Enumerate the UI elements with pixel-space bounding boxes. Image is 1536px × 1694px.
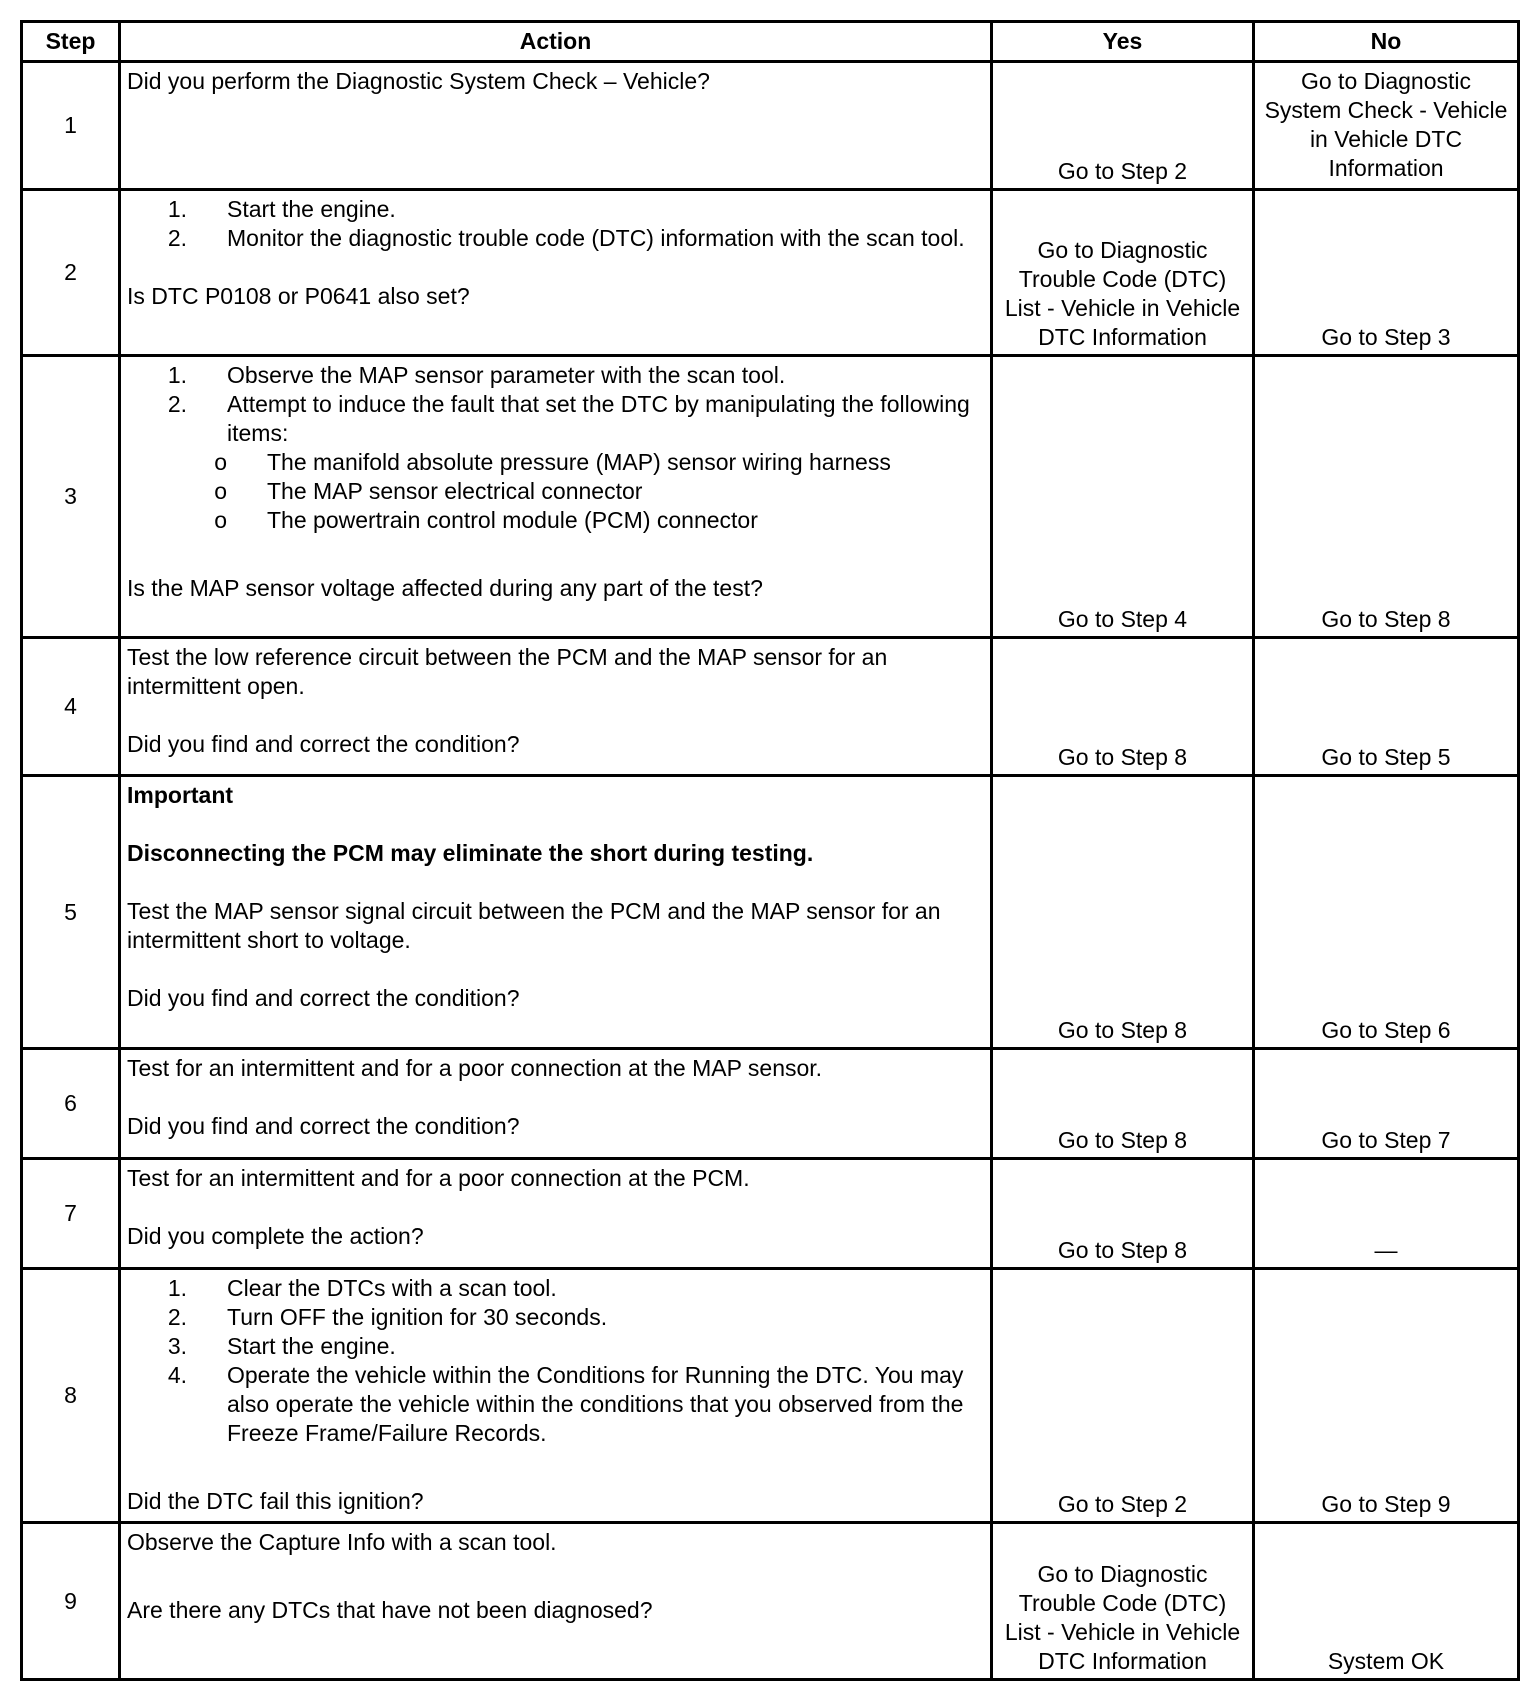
list-item: 2. Monitor the diagnostic trouble code (DTC) information with the scan tool. <box>167 225 965 251</box>
list-item: 3. Start the engine. <box>167 1333 396 1359</box>
header-action: Action <box>120 22 992 62</box>
diagnostic-table <box>20 20 1520 1681</box>
action-cell <box>120 62 992 190</box>
step-number: 4 <box>22 638 120 776</box>
no-cell: Go to Step 5 <box>1254 638 1519 776</box>
yes-cell: Go to Step 2 <box>992 62 1254 190</box>
question-text: Is the MAP sensor voltage affected during any part of the test? <box>127 575 763 601</box>
list-item: o The powertrain control module (PCM) connector <box>214 507 758 533</box>
action-text: Test the low reference circuit between the PCM and the MAP sensor for an intermittent open. <box>127 644 888 699</box>
step-number: 7 <box>22 1159 120 1269</box>
action-cell <box>120 1049 992 1159</box>
question-text: Are there any DTCs that have not been diagnosed? <box>127 1597 653 1623</box>
step-number: 5 <box>22 776 120 1049</box>
bullet-list <box>127 448 976 535</box>
important-label: Important <box>127 782 234 808</box>
numbered-list <box>127 361 976 448</box>
action-text: Observe the Capture Info with a scan tool. <box>127 1529 557 1555</box>
yes-cell: Go to Step 8 <box>992 638 1254 776</box>
action-cell <box>120 1269 992 1523</box>
list-item: 4. Operate the vehicle within the Conditions for Running the DTC. You may also operate the vehicle within the conditions that you observed from the Freeze Frame/Failure Records. <box>167 1362 964 1446</box>
header-no: No <box>1254 22 1519 62</box>
no-cell: Go to Step 7 <box>1254 1049 1519 1159</box>
step-number: 9 <box>22 1523 120 1680</box>
action-cell <box>120 356 992 638</box>
action-cell <box>120 1159 992 1269</box>
diagnostic-table-container <box>20 20 1517 1681</box>
question-text: Is DTC P0108 or P0641 also set? <box>127 283 470 309</box>
action-text: Test for an intermittent and for a poor connection at the PCM. <box>127 1165 750 1191</box>
action-text: Test for an intermittent and for a poor connection at the MAP sensor. <box>127 1055 823 1081</box>
yes-cell: Go to Step 8 <box>992 1049 1254 1159</box>
list-item: 2. Turn OFF the ignition for 30 seconds. <box>167 1304 608 1330</box>
question-text: Did the DTC fail this ignition? <box>127 1488 424 1514</box>
list-item: o The manifold absolute pressure (MAP) sensor wiring harness <box>214 449 891 475</box>
table-row <box>22 1159 1519 1269</box>
step-number: 1 <box>22 62 120 190</box>
yes-cell: Go to Diagnostic Trouble Code (DTC) List - Vehicle in Vehicle DTC Information <box>992 1523 1254 1680</box>
list-item: o The MAP sensor electrical connector <box>214 478 643 504</box>
action-text: Test the MAP sensor signal circuit between the PCM and the MAP sensor for an intermittent short to voltage. <box>127 898 941 953</box>
action-text: Did you perform the Diagnostic System Check – Vehicle? <box>127 68 710 94</box>
table-row <box>22 1049 1519 1159</box>
table-row <box>22 62 1519 190</box>
step-number: 6 <box>22 1049 120 1159</box>
important-note: Disconnecting the PCM may eliminate the short during testing. <box>127 840 814 866</box>
action-cell <box>120 776 992 1049</box>
yes-cell: Go to Step 2 <box>992 1269 1254 1523</box>
list-item: 1. Observe the MAP sensor parameter with the scan tool. <box>167 362 786 388</box>
header-yes: Yes <box>992 22 1254 62</box>
list-item: 1. Start the engine. <box>167 196 396 222</box>
table-row <box>22 1269 1519 1523</box>
no-cell: Go to Step 3 <box>1254 190 1519 356</box>
question-text: Did you find and correct the condition? <box>127 985 520 1011</box>
question-text: Did you find and correct the condition? <box>127 1113 520 1139</box>
yes-cell: Go to Step 4 <box>992 356 1254 638</box>
question-text: Did you find and correct the condition? <box>127 731 520 757</box>
table-row <box>22 356 1519 638</box>
yes-cell: Go to Step 8 <box>992 1159 1254 1269</box>
table-row <box>22 190 1519 356</box>
table-row <box>22 638 1519 776</box>
question-text: Did you complete the action? <box>127 1223 424 1249</box>
yes-cell: Go to Diagnostic Trouble Code (DTC) List - Vehicle in Vehicle DTC Information <box>992 190 1254 356</box>
numbered-list <box>127 195 976 253</box>
header-row <box>22 22 1519 62</box>
yes-cell: Go to Step 8 <box>992 776 1254 1049</box>
action-cell <box>120 638 992 776</box>
no-cell: Go to Step 9 <box>1254 1269 1519 1523</box>
no-cell: System OK <box>1254 1523 1519 1680</box>
header-step: Step <box>22 22 120 62</box>
no-cell: Go to Step 6 <box>1254 776 1519 1049</box>
no-cell: Go to Step 8 <box>1254 356 1519 638</box>
no-cell: Go to Diagnostic System Check - Vehicle in Vehicle DTC Information <box>1254 62 1519 190</box>
numbered-list <box>127 1274 976 1448</box>
step-number: 8 <box>22 1269 120 1523</box>
step-number: 3 <box>22 356 120 638</box>
table-row <box>22 1523 1519 1680</box>
action-cell <box>120 1523 992 1680</box>
action-cell <box>120 190 992 356</box>
step-number: 2 <box>22 190 120 356</box>
list-item: 1. Clear the DTCs with a scan tool. <box>167 1275 557 1301</box>
table-row <box>22 776 1519 1049</box>
list-item: 2. Attempt to induce the fault that set the DTC by manipulating the following items: <box>167 391 970 446</box>
no-cell: — <box>1254 1159 1519 1269</box>
